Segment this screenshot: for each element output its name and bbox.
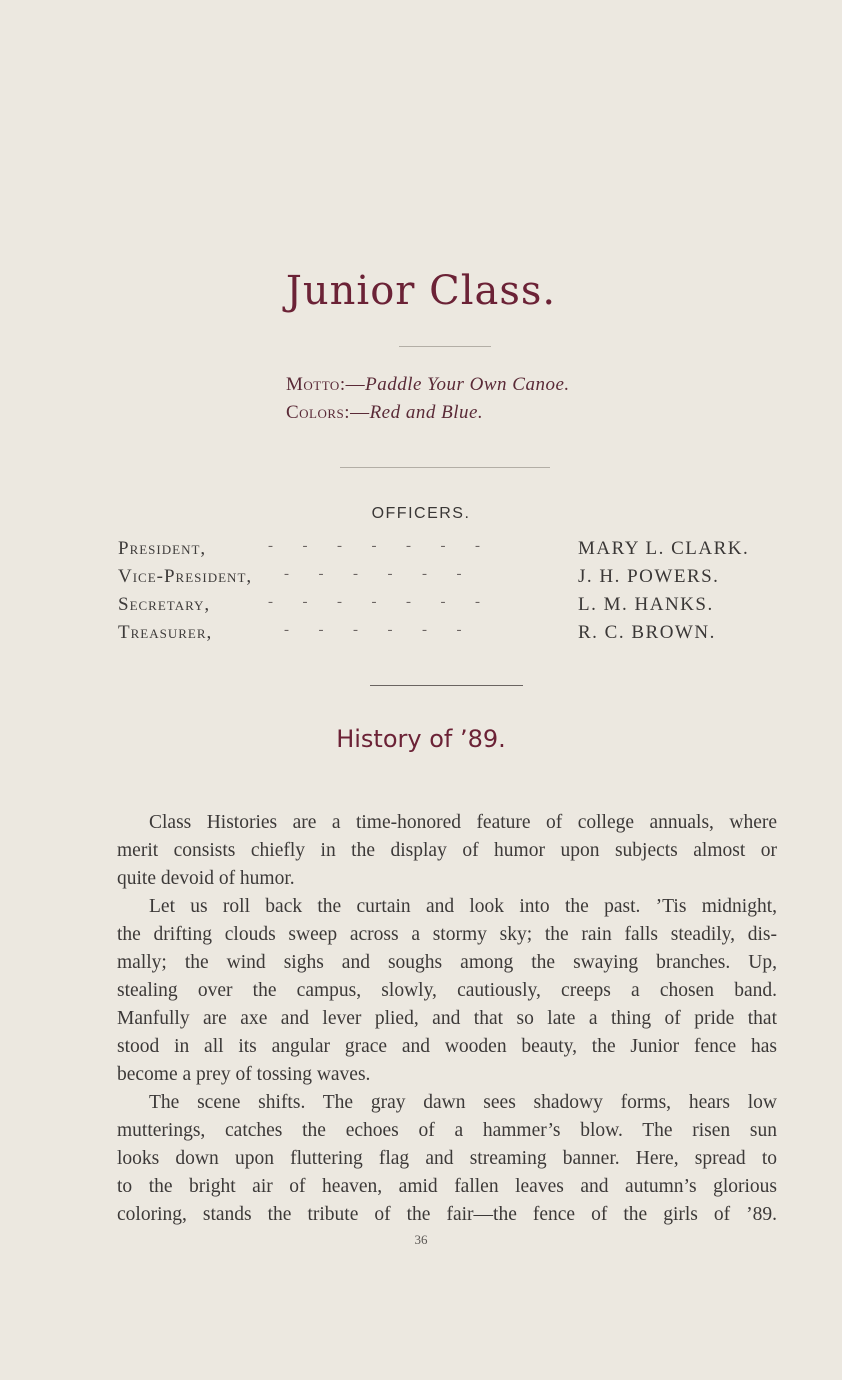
history-heading: History of ’89. [336, 725, 506, 753]
leader-dashes: - - - - - - [284, 622, 463, 638]
page-number: 36 [414, 1232, 428, 1247]
text-line: become a prey of tossing waves. [117, 1064, 371, 1085]
history-paragraph-2 [117, 893, 777, 1089]
officer-row-treasurer [118, 622, 783, 650]
text-line: mally; the wind sighs and soughs among the swaying branches. Up, [117, 952, 777, 973]
text-line: looks down upon fluttering flag and streaming banner. Here, spread to [117, 1148, 777, 1169]
officer-row-secretary [118, 594, 783, 622]
motto-line [286, 374, 570, 396]
colors-separator: :— [344, 402, 370, 423]
motto-value: Paddle Your Own Canoe. [365, 374, 570, 395]
text-line: merit consists chiefly in the display of humor upon subjects almost or [117, 840, 777, 861]
motto-divider [340, 467, 550, 468]
office-title: President, [118, 538, 207, 559]
officer-name: J. H. POWERS. [578, 566, 720, 587]
officer-name: L. M. HANKS. [578, 594, 714, 615]
text-line: coloring, stands the tribute of the fair—the fence of the girls of ’89. [117, 1204, 777, 1225]
colors-line [286, 402, 483, 424]
leader-dashes: - - - - - - [284, 566, 463, 582]
officer-row-vice-president [118, 566, 783, 594]
text-line: Manfully are axe and lever plied, and that so late a thing of pride that [117, 1008, 777, 1029]
colors-value: Red and Blue. [369, 402, 484, 423]
text-line: quite devoid of humor. [117, 868, 295, 889]
officers-heading: OFFICERS. [371, 505, 471, 522]
text-line: stealing over the campus, slowly, cautiously, creeps a chosen band. [117, 980, 777, 1001]
colors-label: Colors [286, 402, 345, 423]
officer-name: R. C. BROWN. [578, 622, 716, 643]
officer-name: MARY L. CLARK. [578, 538, 750, 559]
text-line: mutterings, catches the echoes of a hammer’s blow. The risen sun [117, 1120, 777, 1141]
history-paragraph-1 [117, 809, 777, 893]
page-title: Junior Class. [285, 268, 557, 314]
leader-dashes: - - - - - - - [268, 594, 481, 610]
text-line: the drifting clouds sweep across a stormy sky; the rain falls steadily, dis- [117, 924, 777, 945]
office-title: Secretary, [118, 594, 211, 615]
motto-label: Motto [286, 374, 340, 395]
text-line: to the bright air of heaven, amid fallen leaves and autumn’s glorious [117, 1176, 777, 1197]
office-title: Vice-President, [118, 566, 253, 587]
officers-divider [370, 685, 523, 686]
office-title: Treasurer, [118, 622, 213, 643]
history-paragraph-3 [117, 1089, 777, 1229]
text-line: The scene shifts. The gray dawn sees shadowy forms, hears low [149, 1092, 777, 1113]
title-divider [399, 346, 491, 347]
text-line: Let us roll back the curtain and look into the past. ’Tis midnight, [149, 896, 777, 917]
text-line: Class Histories are a time-honored feature of college annuals, where [149, 812, 777, 833]
officer-row-president [118, 538, 783, 566]
leader-dashes: - - - - - - - [268, 538, 481, 554]
motto-separator: :— [339, 374, 366, 395]
text-line: stood in all its angular grace and wooden beauty, the Junior fence has [117, 1036, 777, 1057]
